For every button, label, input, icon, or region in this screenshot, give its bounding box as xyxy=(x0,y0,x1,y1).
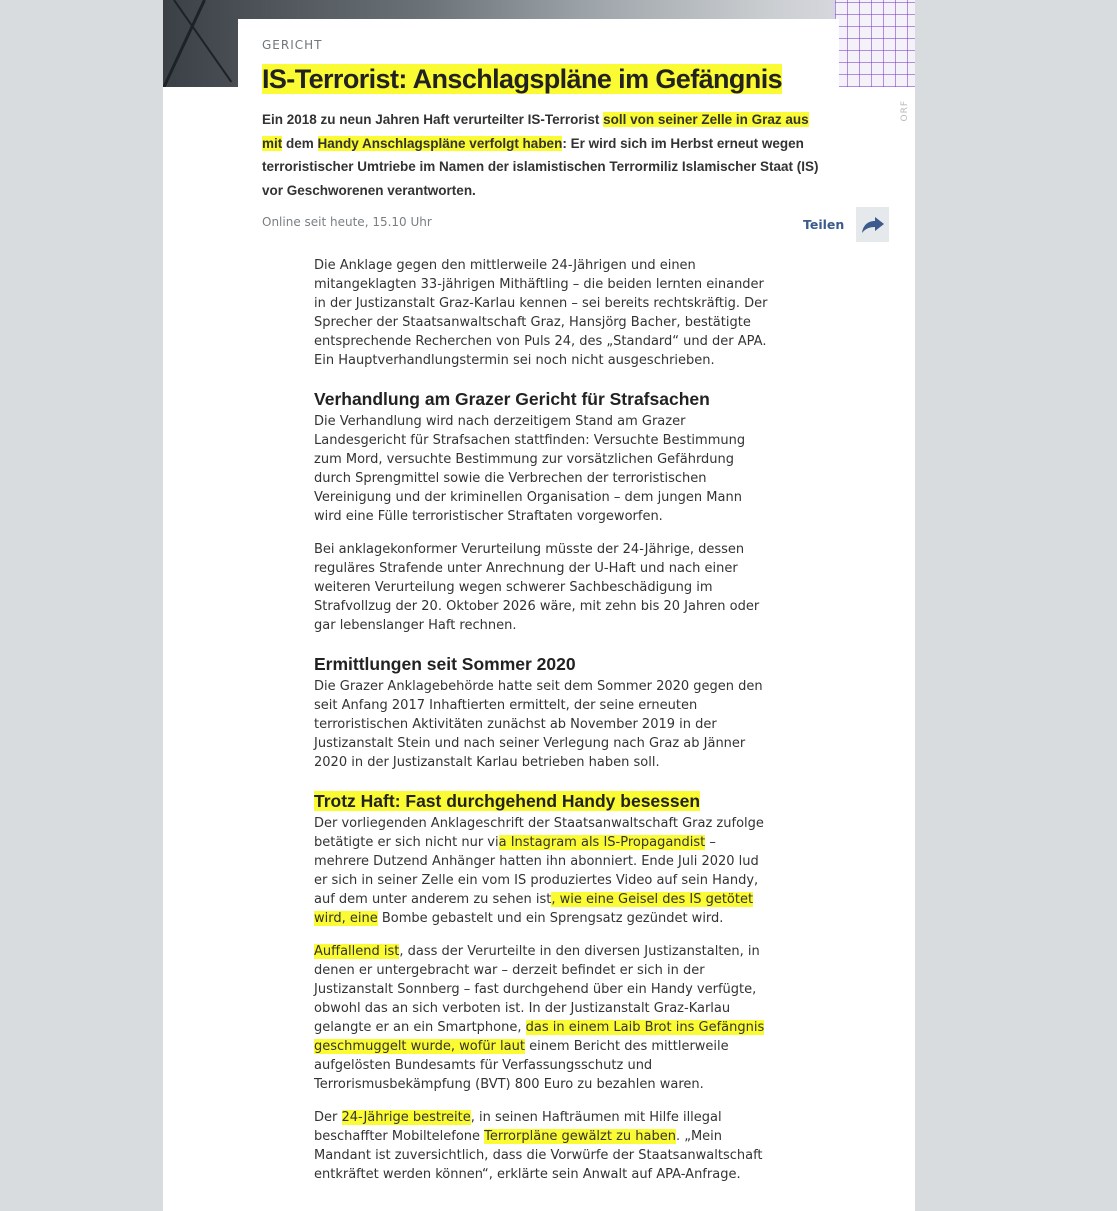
text-run: Verhandlung am Grazer Gericht für Strafsachen xyxy=(314,389,710,409)
paragraph xyxy=(314,942,770,1094)
highlighted-text: a Instagram als IS-Propagandist xyxy=(498,835,706,850)
hero-grid xyxy=(835,0,915,87)
text-run: Ein 2018 zu neun Jahren Haft verurteilter IS-Terrorist xyxy=(262,112,604,127)
text-run: Die Verhandlung wird nach derzeitigem Stand am Grazer Landesgericht für Strafsachen stattfinden: Versuchte Bestimmung zum Mord, versuchte Bestimmung zur vorsätzlichen Gefährdung durch Sprengmittel sowie die Verbrechen der terroristischen Vereinigung und der kriminellen Organisation – dem jungen Mann wird eine Fülle terroristischer Straftaten vorgeworfen. xyxy=(314,414,746,524)
share-arrow-icon[interactable] xyxy=(856,207,889,242)
section-heading xyxy=(314,790,770,812)
article-title-text: IS-Terrorist: Anschlagspläne im Gefängnis xyxy=(262,64,783,94)
article-category: GERICHT xyxy=(262,38,323,52)
share-label[interactable]: Teilen xyxy=(803,217,845,232)
text-run: : Er wird sich im Herbst erneut wegen terroristischer Umtriebe im Namen der islamistischen Terrormiliz Islamischer Staat (IS) vor Geschworenen verantworten. xyxy=(262,135,819,198)
text-run: . „Mein Mandant ist zuversichtlich, dass die Vorwürfe der Staatsanwaltschaft entkräftet werden können“, erklärte sein Anwalt auf APA-Anfrage. xyxy=(314,1129,763,1182)
text-run: Der xyxy=(314,1110,342,1125)
text-run: einem Bericht des mittlerweile aufgelösten Bundesamts für Verfassungsschutz und Terrorismusbekämpfung (BVT) 800 Euro zu bezahlen waren. xyxy=(314,1039,729,1092)
section-heading xyxy=(314,388,770,410)
highlighted-text: Handy Anschlagspläne verfolgt haben xyxy=(317,135,563,151)
text-run: Die Grazer Anklagebehörde hatte seit dem Sommer 2020 gegen den seit Anfang 2017 Inhaftierten ermittelt, der seine erneuten terroristischen Aktivitäten zunächst ab November 2019 in der Justizanstalt Stein und nach seiner Verlegung nach Graz ab Jänner 2020 in der Justizanstalt Karlau betrieben haben soll. xyxy=(314,679,763,770)
highlighted-text: , wie eine Geisel des IS getötet wird, eine xyxy=(314,892,754,926)
text-run: Ermittlungen seit Sommer 2020 xyxy=(314,654,576,674)
paragraph xyxy=(314,256,770,370)
paragraph xyxy=(314,540,770,635)
text-run: Bombe gebastelt und ein Sprengsatz gezündet wird. xyxy=(377,911,724,926)
highlighted-text: soll von seiner Zelle in Graz aus mit xyxy=(262,112,809,151)
text-run: Bei anklagekonformer Verurteilung müsste der 24-Jährige, dessen reguläres Strafende unter Anrechnung der U-Haft und nach einer weiteren Verurteilung wegen schwerer Sachbeschädigung im Strafvollzug der 20. Oktober 2026 wäre, mit zehn bis 20 Jahren oder gar lebenslanger Haft rechnen. xyxy=(314,542,760,633)
article-lead xyxy=(262,108,822,202)
text-run: , dass der Verurteilte in den diversen Justizanstalten, in denen er untergebracht war – derzeit befindet er sich in der Justizanstalt Sonnberg – fast durchgehend über ein Handy verfügte, obwohl das an sich verboten ist. In der Justizanstalt Graz-Karlau gelangte er an ein Smartphone, xyxy=(314,944,760,1035)
paragraph xyxy=(314,677,770,772)
photo-credit: ORF xyxy=(900,100,910,122)
section-heading xyxy=(314,653,770,675)
text-run: Die Anklage gegen den mittlerweile 24-Jährigen und einen mitangeklagten 33-jährigen Mithäftling – die beiden lernten einander in der Justizanstalt Graz-Karlau kennen – sei bereits rechtskräftig. Der Sprecher der Staatsanwaltschaft Graz, Hansjörg Bacher, bestätigte entsprechende Recherchen von Puls 24, des „Standard“ und der APA. Ein Hauptverhandlungstermin sei noch nicht ausgeschrieben. xyxy=(314,258,768,368)
highlighted-text: 24-Jährige bestreite xyxy=(341,1110,471,1125)
share-button[interactable] xyxy=(803,207,889,242)
hero-beam xyxy=(173,0,232,82)
text-run: , in seinen Hafträumen mit Hilfe illegal beschaffter Mobiltelefone xyxy=(314,1110,722,1144)
highlighted-text: das in einem Laib Brot ins Gefängnis geschmuggelt wurde, wofür laut xyxy=(314,1020,765,1054)
article-title xyxy=(262,62,782,96)
published-time: Online seit heute, 15.10 Uhr xyxy=(262,215,432,229)
text-run: – mehrere Dutzend Anhänger hatten ihn abonniert. Ende Juli 2020 lud er sich in seiner Zelle ein vom IS produziertes Video auf sein Handy, auf dem unter anderem zu sehen ist xyxy=(314,835,759,907)
text-run: dem xyxy=(282,135,318,151)
highlighted-text: Auffallend ist xyxy=(314,944,400,959)
paragraph xyxy=(314,814,770,928)
text-run: Der vorliegenden Anklageschrift der Staatsanwaltschaft Graz zufolge betätigte er sich nicht nur vi xyxy=(314,816,764,850)
article-body xyxy=(314,256,770,1198)
paragraph xyxy=(314,1108,770,1184)
paragraph xyxy=(314,412,770,526)
highlighted-text: Trotz Haft: Fast durchgehend Handy besessen xyxy=(314,791,701,811)
highlighted-text: Terrorpläne gewälzt zu haben xyxy=(484,1129,676,1144)
